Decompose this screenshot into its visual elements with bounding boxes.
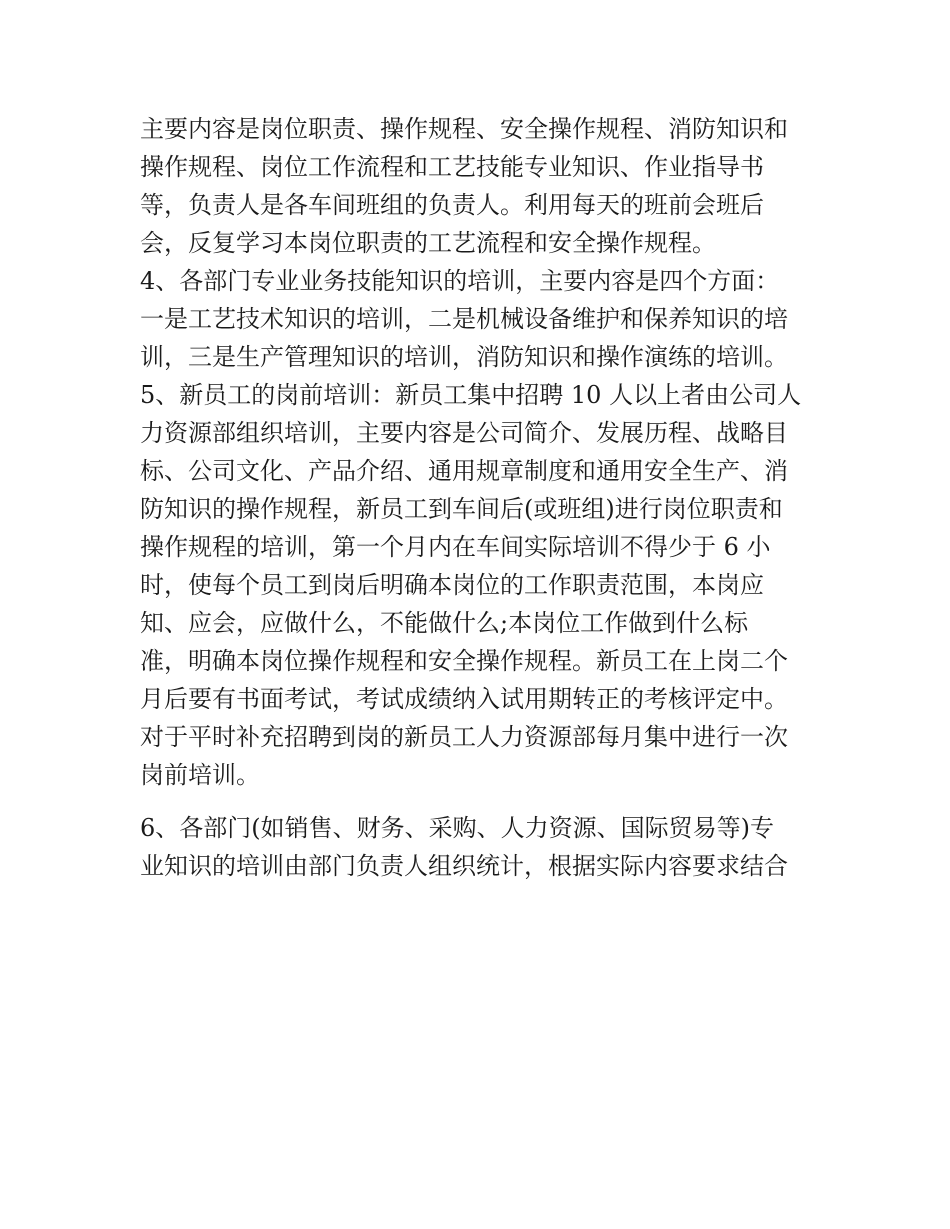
text-line: 时，使每个员工到岗后明确本岗位的工作职责范围，本岗应 — [140, 571, 764, 599]
text-line: 主要内容是岗位职责、操作规程、安全操作规程、消防知识和 — [140, 115, 788, 143]
text-line: 知、应会，应做什么，不能做什么;本岗位工作做到什么标 — [140, 609, 749, 637]
text-line: 月后要有书面考试，考试成绩纳入试用期转正的考核评定中。 — [140, 685, 788, 713]
text-line: 防知识的操作规程，新员工到车间后(或班组)进行岗位职责和 — [140, 495, 783, 523]
text-line: 业知识的培训由部门负责人组织统计，根据实际内容要求结合 — [140, 852, 788, 880]
text-line: 准，明确本岗位操作规程和安全操作规程。新员工在上岗二个 — [140, 647, 788, 675]
text-line: 对于平时补充招聘到岗的新员工人力资源部每月集中进行一次 — [140, 723, 788, 751]
text-line: 操作规程、岗位工作流程和工艺技能专业知识、作业指导书 — [140, 153, 764, 181]
text-line: 岗前培训。 — [140, 761, 260, 789]
text-line: 5、新员工的岗前培训：新员工集中招聘 10 人以上者由公司人 — [140, 381, 802, 409]
body-text — [140, 110, 820, 885]
text-line: 6、各部门(如销售、财务、采购、人力资源、国际贸易等)专 — [140, 814, 774, 842]
text-line: 一是工艺技术知识的培训，二是机械设备维护和保养知识的培 — [140, 305, 788, 333]
text-line: 训，三是生产管理知识的培训，消防知识和操作演练的培训。 — [140, 343, 788, 371]
text-line: 4、各部门专业业务技能知识的培训，主要内容是四个方面： — [140, 267, 780, 295]
text-line: 力资源部组织培训，主要内容是公司简介、发展历程、战略目 — [140, 419, 788, 447]
text-line: 标、公司文化、产品介绍、通用规章制度和通用安全生产、消 — [140, 457, 788, 485]
text-line: 等，负责人是各车间班组的负责人。利用每天的班前会班后 — [140, 191, 764, 219]
text-line: 操作规程的培训，第一个月内在车间实际培训不得少于 6 小 — [140, 533, 771, 561]
text-line: 会，反复学习本岗位职责的工艺流程和安全操作规程。 — [140, 229, 716, 257]
